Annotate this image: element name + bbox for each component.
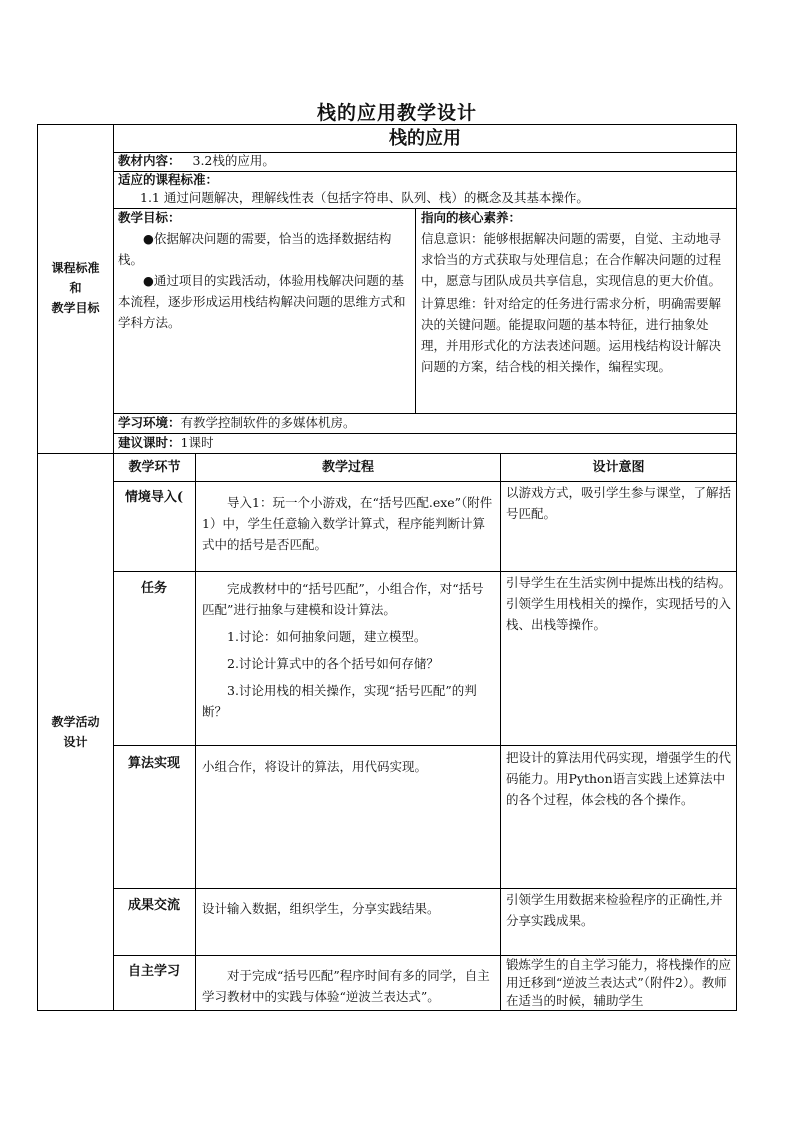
standard-value: 1.1 通过问题解决，理解线性表（包括字符串、队列、栈）的概念及其基本操作。	[140, 190, 589, 205]
intent-cell: 锻炼学生的自主学习能力，将栈操作的应用迁移到“逆波兰表达式”（附件2）。教师在适当的时候，辅助学生	[506, 957, 732, 1008]
goals-label: 教学目标：	[118, 210, 181, 225]
section-label-activity: 教学活动 设计	[51, 715, 100, 749]
material-label: 教材内容：	[118, 153, 181, 168]
hours-value: 1课时	[180, 435, 214, 450]
intent-cell: 引领学生用数据来检验程序的正确性,并分享实践成果。	[506, 892, 723, 928]
process-cell	[202, 965, 496, 1007]
document-title: 栈的应用教学设计	[316, 102, 477, 124]
stage-cell: 算法实现	[127, 756, 180, 771]
intent-cell: 把设计的算法用代码实现，增强学生的代码能力。用Python语言实践上述算法中的各个过程，体会栈的各个操作。	[506, 750, 732, 807]
process-paragraph: 小组合作，将设计的算法，用代码实现。	[202, 759, 428, 774]
hours-row	[118, 433, 733, 453]
hours-label: 建议课时：	[118, 435, 181, 450]
environment-value: 有教学控制软件的多媒体机房。	[180, 415, 356, 430]
process-cell	[202, 578, 494, 722]
literacy-item: 信息意识：能够根据解决问题的需要，自觉、主动地寻求恰当的方式获取与处理信息；在合作解决问题的过程中，愿意与团队成员共享信息，实现信息的更大价值。	[421, 231, 722, 288]
standard-row	[118, 171, 733, 207]
col-header-stage: 教学环节	[128, 460, 181, 475]
stage-cell: 任务	[140, 581, 167, 596]
standard-label: 适应的课程标准：	[118, 172, 219, 187]
goals-cell	[118, 208, 410, 333]
intent-cell: 以游戏方式，吸引学生参与课堂，了解括号匹配。	[506, 485, 732, 521]
process-cell	[202, 756, 494, 777]
process-cell	[202, 492, 494, 555]
literacy-label: 指向的核心素养：	[421, 210, 522, 225]
stage-cell: 自主学习	[127, 964, 180, 979]
material-row	[118, 151, 733, 171]
process-paragraph: 完成教材中的“括号匹配”，小组合作，对“括号匹配”进行抽象与建模和设计算法。	[202, 581, 484, 617]
col-header-process: 教学过程	[321, 460, 374, 475]
stage-cell: 情境导入(	[124, 490, 184, 505]
literacy-cell	[421, 208, 732, 377]
goal-item: ●通过项目的实践活动，体验用栈解决问题的基本流程，逐步形成运用栈结构解决问题的思维方式和学科方法。	[118, 273, 406, 330]
process-paragraph: 3.讨论用栈的相关操作，实现“括号匹配”的判断？	[202, 683, 477, 719]
process-paragraph: 对于完成“括号匹配”程序时间有多的同学，自主学习教材中的实践与体验“逆波兰表达式”。	[202, 968, 490, 1004]
intent-cell: 引导学生在生活实例中提炼出栈的结构。引领学生用栈相关的操作，实现括号的入栈、出栈等操作。	[506, 575, 732, 632]
material-value: 3.2栈的应用。	[192, 153, 275, 168]
goal-item: ●依据解决问题的需要，恰当的选择数据结构栈。	[118, 231, 392, 267]
col-header-intent: 设计意图	[592, 460, 645, 475]
section-label-standards: 课程标准 和 教学目标	[51, 261, 100, 315]
process-paragraph: 导入1：玩一个小游戏，在“括号匹配.exe”（附件1）中，学生任意输入数学计算式，程序能判断计算式中的括号是否匹配。	[202, 495, 493, 552]
lesson-title: 栈的应用	[389, 128, 461, 149]
literacy-item: 计算思维：针对给定的任务进行需求分析，明确需要解决的关键问题。能提取问题的基本特征，进行抽象处理，并用形式化的方法表述问题。运用栈结构设计解决问题的方案，结合栈的相关操作，编程实现。	[421, 296, 722, 374]
environment-row	[118, 413, 733, 433]
process-paragraph: 设计输入数据，组织学生，分享实践结果。	[202, 901, 440, 916]
stage-cell: 成果交流	[127, 898, 180, 913]
process-paragraph: 1.讨论：如何抽象问题，建立模型。	[227, 629, 427, 644]
process-cell	[202, 898, 494, 919]
process-paragraph: 2.讨论计算式中的各个括号如何存储？	[227, 656, 439, 671]
environment-label: 学习环境：	[118, 415, 181, 430]
